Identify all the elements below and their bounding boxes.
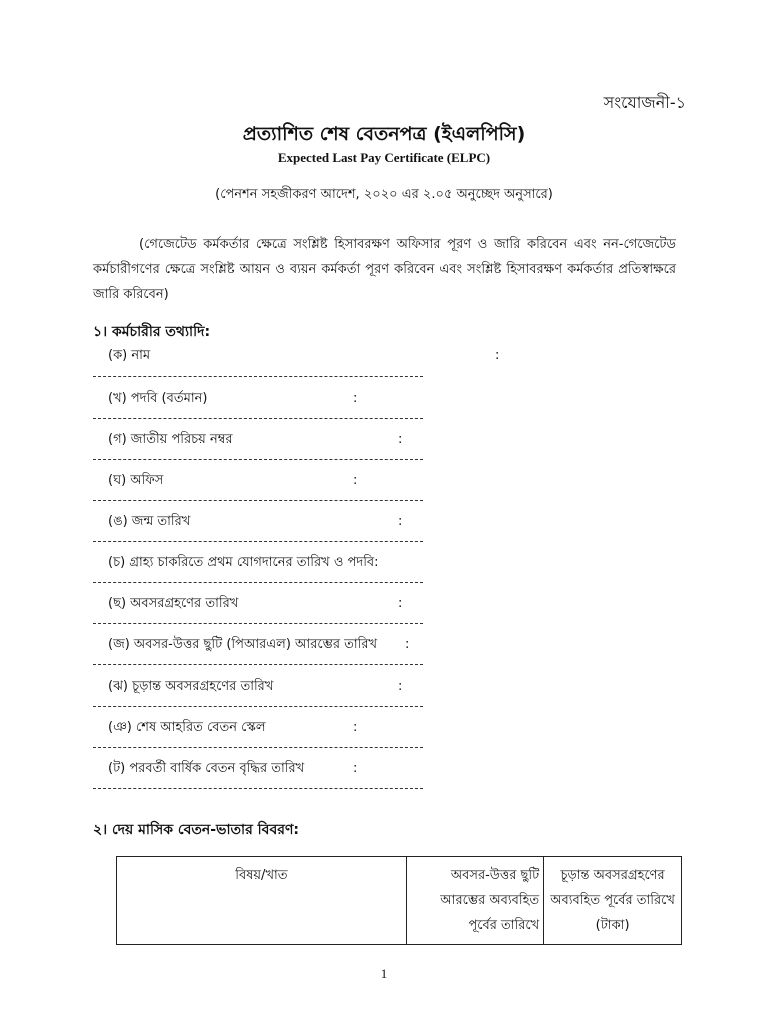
field-birth-date-colon: :	[398, 514, 403, 529]
field-prl-start-label: (জ) অবসর-উত্তর ছুটি (পিআরএল) আরম্ভের তারিখ	[108, 637, 378, 652]
field-first-joining-line[interactable]	[93, 582, 423, 583]
field-name-label: (ক) নাম	[108, 348, 151, 363]
field-birth-date-label: (ঙ) জন্ম তারিখ	[108, 514, 191, 529]
field-final-retirement-label: (ঝ) চূড়ান্ত অবসরগ্রহণের তারিখ	[108, 679, 274, 694]
field-office-line[interactable]	[93, 500, 423, 501]
field-designation-line[interactable]	[93, 418, 423, 419]
field-first-joining-colon: :	[374, 555, 379, 570]
field-nid-label: (গ) জাতীয় পরিচয় নম্বর	[108, 432, 233, 447]
salary-table-header-row	[117, 857, 682, 945]
field-first-joining-label: (চ) গ্রাহ্য চাকরিতে প্রথম যোগদানের তারিখ ও পদবি:	[108, 555, 379, 570]
header-subject: বিষয়/খাত	[117, 857, 407, 945]
field-retirement-date-line[interactable]	[93, 623, 423, 624]
field-name-line[interactable]	[93, 376, 423, 377]
annexure-label: সংযোজনী-১	[603, 93, 686, 112]
header-final-retirement: চূড়ান্ত অবসরগ্রহণের অব্যবহিত পূর্বের তারিখে (টাকা)	[544, 857, 682, 945]
field-prl-start-line[interactable]	[93, 664, 423, 665]
field-retirement-date-colon: :	[398, 596, 403, 611]
instructions-paragraph: (গেজেটেড কর্মকর্তার ক্ষেত্রে সংশ্লিষ্ট হিসাবরক্ষণ অফিসার পূরণ ও জারি করিবেন এবং নন-গেজেটেড কর্মচারীগণের ক্ষেত্রে সংশ্লিষ্ট আয়ন ও ব্যয়ন কর্মকর্তা পূরণ করিবেন এবং সংশ্লিষ্ট হিসাবরক্ষণ কর্মকর্তার প্রতিস্বাক্ষরে জারি করিবেন)	[93, 237, 676, 302]
document-title-english: Expected Last Pay Certificate (ELPC)	[277, 150, 491, 165]
field-nid-colon: :	[398, 432, 403, 447]
salary-table	[116, 856, 682, 945]
document-title-bengali: প্রত্যাশিত শেষ বেতনপত্র (ইএলপিসি)	[242, 123, 526, 145]
section-2-heading: ২। দেয় মাসিক বেতন-ভাতার বিবরণ:	[93, 822, 300, 838]
field-final-retirement-line[interactable]	[93, 706, 423, 707]
section-1-heading: ১। কর্মচারীর তথ্যাদি:	[93, 324, 211, 340]
field-pay-scale-label: (ঞ) শেষ আহরিত বেতন স্কেল	[108, 720, 266, 735]
field-nid-line[interactable]	[93, 459, 423, 460]
field-prl-start-colon: :	[405, 637, 410, 652]
field-pay-scale-colon: :	[353, 720, 358, 735]
field-increment-date-label: (ট) পরবর্তী বার্ষিক বেতন বৃদ্ধির তারিখ	[108, 761, 305, 776]
field-increment-date-colon: :	[353, 761, 358, 776]
field-office-colon: :	[353, 473, 358, 488]
field-designation-label: (খ) পদবি (বর্তমান)	[108, 391, 208, 406]
field-birth-date-line[interactable]	[93, 541, 423, 542]
field-final-retirement-colon: :	[398, 679, 403, 694]
field-office-label: (ঘ) অফিস	[108, 473, 164, 488]
field-retirement-date-label: (ছ) অবসরগ্রহণের তারিখ	[108, 596, 239, 611]
header-prl-date: অবসর-উত্তর ছুটি আরম্ভের অব্যবহিত পূর্বের তারিখে	[406, 857, 543, 945]
page-number: 1	[380, 966, 388, 981]
field-pay-scale-line[interactable]	[93, 747, 423, 748]
field-designation-colon: :	[353, 391, 358, 406]
field-name-colon: :	[495, 348, 500, 363]
document-subtitle: (পেনশন সহজীকরণ আদেশ, ২০২০ এর ২.০৫ অনুচ্ছেদ অনুসারে)	[215, 187, 553, 202]
field-increment-date-line[interactable]	[93, 788, 423, 789]
